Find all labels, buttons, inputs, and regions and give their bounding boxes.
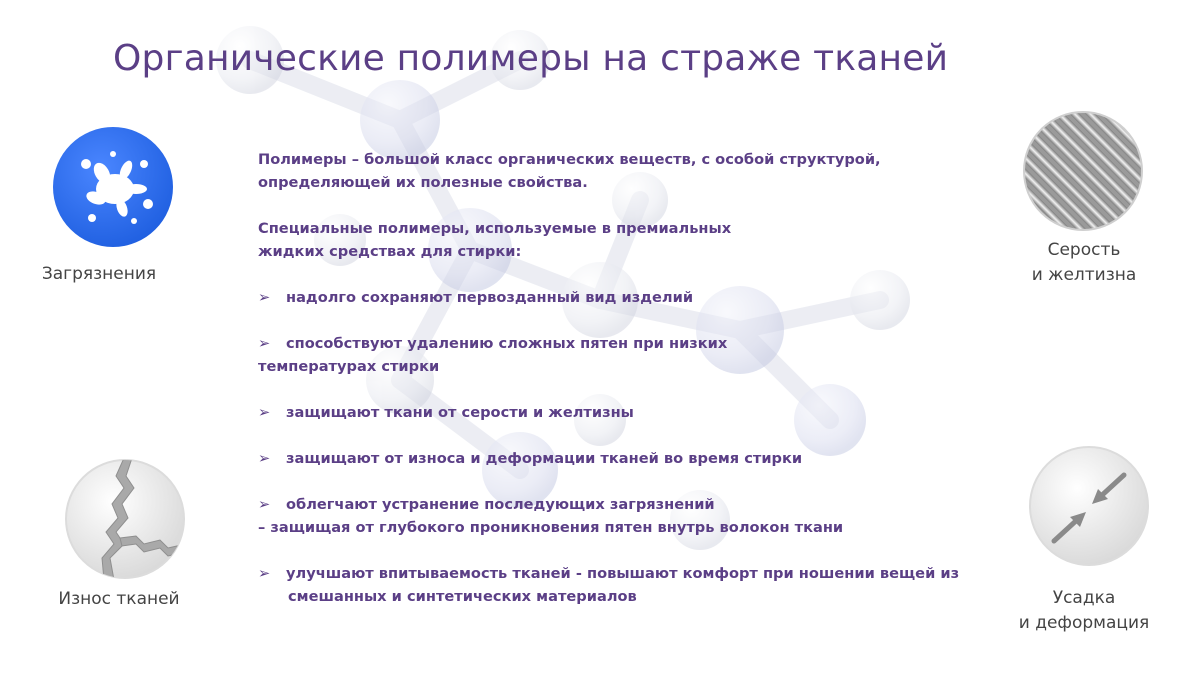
arrows-icon: [1028, 445, 1150, 567]
shrink-label: [1010, 586, 1158, 636]
wear-feature: [64, 458, 186, 584]
bullet-item: [258, 286, 998, 309]
bullet-item: [258, 401, 998, 424]
bullet-continuation: температурах стирки: [258, 358, 440, 375]
grey-feature: [1022, 110, 1144, 236]
main-text: [258, 148, 998, 608]
special-line2: жидких средствах для стирки:: [258, 243, 522, 260]
shrink-feature: [1028, 445, 1150, 571]
shrink-label-line1: Усадка: [1052, 588, 1116, 608]
special-line1: Специальные полимеры, используемые в премиальных: [258, 220, 732, 237]
bullet-arrow-icon: ➢: [258, 496, 271, 513]
bullet-text: защищают от износа и деформации тканей во время стирки: [286, 450, 803, 467]
bullet-item: [258, 332, 998, 355]
bullet-arrow-icon: ➢: [258, 565, 271, 582]
page-title: Органические полимеры на страже тканей: [113, 38, 949, 79]
grey-label-line2: и желтизна: [1031, 265, 1137, 285]
bullet-item: [258, 562, 998, 585]
stains-label: Загрязнения: [41, 264, 157, 284]
bullet-arrow-icon: ➢: [258, 404, 271, 421]
stripes-icon: [1022, 110, 1144, 232]
bullet-arrow-icon: ➢: [258, 335, 271, 352]
shrink-label-line2: и деформация: [1018, 613, 1150, 633]
bullet-arrow-icon: ➢: [258, 450, 271, 467]
bullet-text: улучшают впитываемость тканей - повышают комфорт при ношении вещей из: [286, 565, 960, 582]
grey-label-line1: Серость: [1047, 240, 1121, 260]
bullet-continuation: – защищая от глубокого проникновения пятен внутрь волокон ткани: [258, 519, 844, 536]
intro-line2: определяющей их полезные свойства.: [258, 174, 588, 191]
bullet-continuation: смешанных и синтетических материалов: [288, 588, 637, 605]
bullet-item: [258, 493, 998, 516]
bullet-text: надолго сохраняют первозданный вид изделий: [286, 289, 694, 306]
bullet-text: облегчают устранение последующих загрязнений: [286, 496, 715, 513]
crack-icon: [64, 458, 186, 580]
bullet-arrow-icon: ➢: [258, 289, 271, 306]
stains-feature: [52, 126, 174, 252]
splash-icon: [52, 126, 174, 248]
bullet-text: способствуют удалению сложных пятен при низких: [286, 335, 728, 352]
intro-line1: Полимеры – большой класс органических веществ, с особой структурой,: [258, 151, 881, 168]
bullet-item: [258, 447, 998, 470]
wear-label: Износ тканей: [58, 589, 180, 609]
grey-label: [1010, 238, 1158, 288]
bullet-text: защищают ткани от серости и желтизны: [286, 404, 634, 421]
